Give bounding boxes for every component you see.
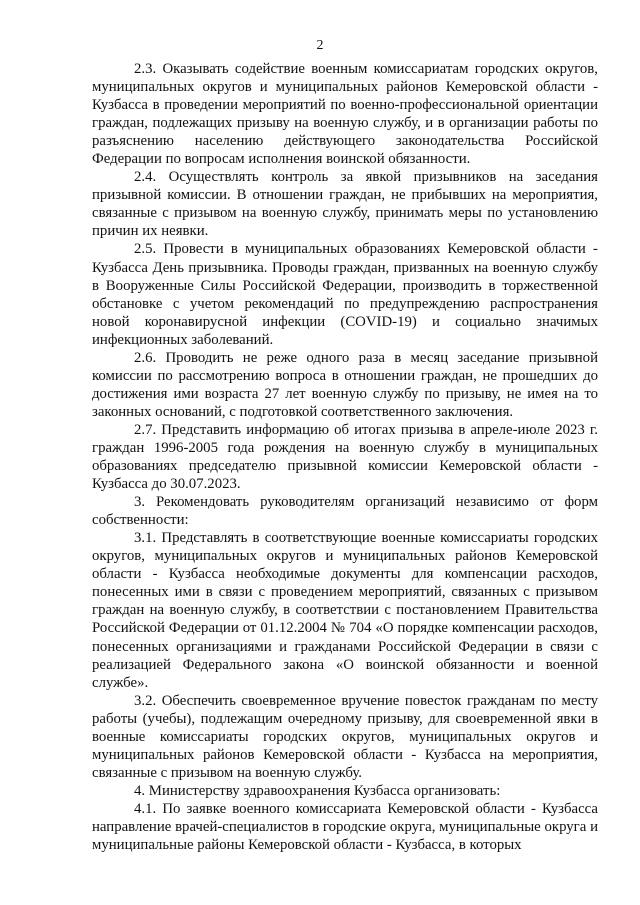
paragraph-2-5: 2.5. Провести в муниципальных образованиях Кемеровской области - Кузбасса День призывника. Проводы граждан, призванных на военную службу в Вооруженные Силы Российской Федерации, производить в торжественной обстановке с учетом рекомендаций по предупреждению распространения новой коронавирусной инфекции (COVID-19) и социально значимых инфекционных заболеваний. <box>92 241 598 348</box>
paragraph-3-1: 3.1. Представлять в соответствующие военные комиссариаты городских округов, муниципальных округов и муниципальных районов Кемеровской области - Кузбасса необходимые документы для компенсации расходов, понесенных ими в связи с проведением мероприятий, связанных с призывом граждан на военную службу, в соответствии с постановлением Правительства Российской Федерации от 01.12.2004 № 704 «О порядке компенсации расходов, понесенных организациями и гражданами Российской Федерации в связи с реализацией Федерального закона «О воинской обязанности и военной службе». <box>92 530 598 691</box>
paragraph-2-7: 2.7. Представить информацию об итогах призыва в апреле-июле 2023 г. граждан 1996-2005 года рождения на военную службу в муниципальных образованиях председателю призывной комиссии Кемеровской области - Кузбасса до 30.07.2023. <box>92 421 598 493</box>
document-body <box>92 60 598 854</box>
paragraph-4: 4. Министерству здравоохранения Кузбасса организовать: <box>134 782 501 799</box>
paragraph-4-1: 4.1. По заявке военного комиссариата Кемеровской области - Кузбасса направление врачей-специалистов в городские округа, муниципальные округа и муниципальные районы Кемеровской области - Кузбасса, в которых <box>92 800 598 854</box>
paragraph-3: 3. Рекомендовать руководителям организаций независимо от форм собственности: <box>92 494 598 529</box>
paragraph-2-4: 2.4. Осуществлять контроль за явкой призывников на заседания призывной комиссии. В отношении граждан, не прибывших на мероприятия, связанные с призывом на военную службу, принимать меры по установлению причин их неявки. <box>92 169 598 240</box>
paragraph-3-2: 3.2. Обеспечить своевременное вручение повесток гражданам по месту работы (учебы), подлежащим очередному призыву, для своевременной явки в военные комиссариаты городских округов, муниципальных округов и муниципальных районов Кемеровской области - Кузбасса на мероприятия, связанные с призывом на военную службу. <box>92 692 598 781</box>
page-number: 2 <box>316 38 324 53</box>
paragraph-2-3: 2.3. Оказывать содействие военным комиссариатам городских округов, муниципальных округов и муниципальных районов Кемеровской области - Кузбасса в проведении мероприятий по военно-профессиональной ориентации граждан, подлежащих призыву на военную службу, и в организации работы по разъяснению населению действующего законодательства Российской Федерации по вопросам исполнения воинской обязанности. <box>92 61 598 168</box>
paragraph-2-6: 2.6. Проводить не реже одного раза в месяц заседание призывной комиссии по рассмотрению вопроса в отношении граждан, не прошедших до достижения ими возраста 27 лет военную службу по призыву, не имея на то законных оснований, с подготовкой соответственного заключения. <box>92 349 598 420</box>
